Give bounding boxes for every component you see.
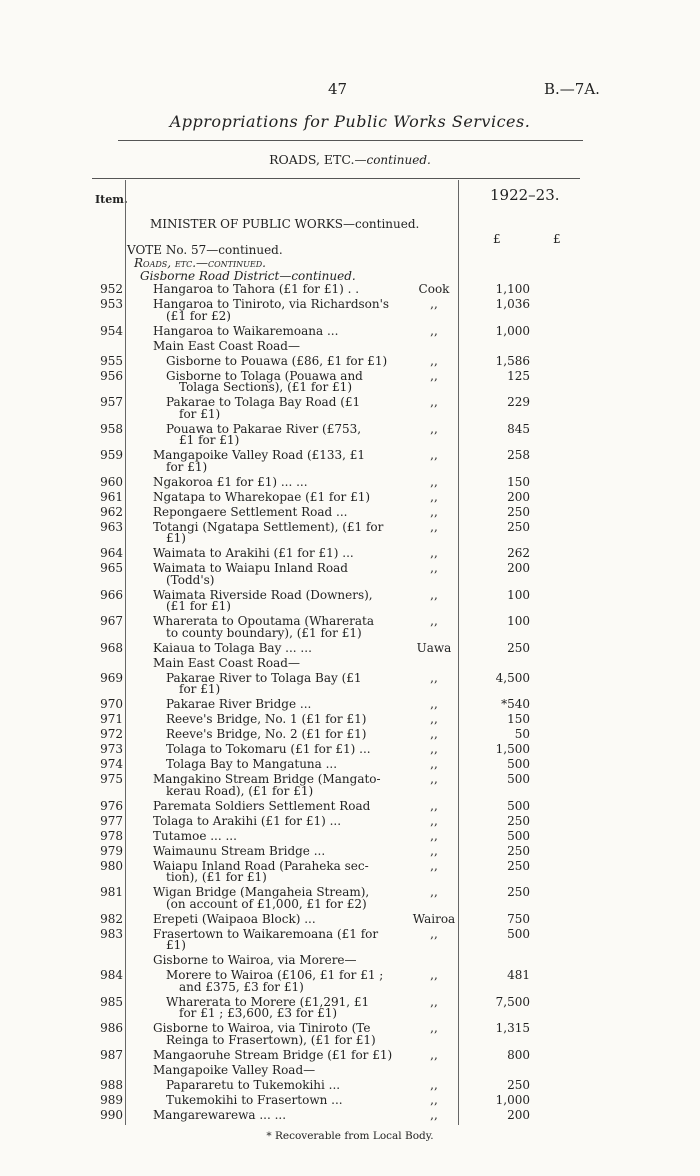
amount-value: 7,500 — [495, 994, 530, 1009]
item-description: to county boundary), (£1 for £1) — [166, 625, 362, 640]
county-name: ,, — [430, 1107, 438, 1122]
county-name: ,, — [430, 813, 438, 828]
county-name: ,, — [430, 858, 438, 873]
item-number: 981 — [100, 885, 123, 899]
amount-value: 200 — [507, 1107, 530, 1122]
amount-value: 500 — [507, 926, 530, 941]
item-description: Wharerata to Opoutama (Wharerata — [153, 614, 374, 628]
item-number: 954 — [100, 323, 123, 338]
county-name: ,, — [430, 448, 438, 462]
item-number: 956 — [100, 368, 123, 383]
item-description: Mangaoruhe Stream Bridge (£1 for £1) — [153, 1047, 393, 1062]
county-name: ,, — [430, 885, 438, 899]
amount-value: 250 — [507, 504, 530, 519]
amount-value: 250 — [507, 885, 530, 899]
item-number: 966 — [100, 587, 123, 602]
item-description: for £1 ; £3,600, £3 for £1) — [179, 1006, 338, 1020]
amount-value: 1,000 — [495, 323, 530, 338]
item-description: Tolaga to Arakihi (£1 for £1) ... — [153, 813, 342, 828]
item-description: for £1) — [166, 459, 208, 474]
item-description: (£1 for £2) — [166, 308, 231, 323]
county-name: ,, — [430, 670, 438, 685]
item-description: (£1 for £1) — [166, 599, 231, 613]
amount-value: 1,586 — [495, 353, 530, 368]
item-description: Tolaga to Tokomaru (£1 for £1) ... — [166, 742, 371, 756]
county-name: ,, — [430, 772, 438, 786]
county-name: ,, — [430, 968, 438, 982]
minister-heading: MINISTER OF PUBLIC WORKS—continued. — [150, 217, 420, 231]
amount-value: 1,036 — [495, 297, 530, 311]
item-description: for £1) — [179, 406, 221, 421]
item-description: Main East Coast Road— — [153, 338, 300, 353]
amount-value: 250 — [507, 640, 530, 655]
amount-value: 125 — [507, 368, 530, 383]
amount-value: 250 — [507, 1077, 530, 1092]
item-description: Gisborne to Wairoa, via Morere— — [153, 953, 357, 967]
item-description: Mangarewarewa ... ... — [153, 1107, 287, 1122]
item-number: 961 — [100, 489, 123, 504]
item-number: 963 — [100, 519, 123, 534]
item-number: 962 — [100, 504, 123, 519]
county-name: ,, — [430, 421, 438, 436]
county-name: ,, — [430, 712, 438, 726]
county-name: ,, — [430, 727, 438, 741]
item-column-rule — [125, 180, 126, 1125]
amount-value: 150 — [507, 712, 530, 726]
amount-value: 500 — [507, 757, 530, 771]
item-number: 979 — [100, 843, 123, 858]
item-description: Tutamoe ... ... — [153, 828, 237, 843]
item-number: 974 — [100, 757, 123, 771]
item-description: Gisborne to Tolaga (Pouawa and — [166, 368, 363, 383]
item-description: Wharerata to Morere (£1,291, £1 — [166, 994, 370, 1009]
item-number: 953 — [100, 297, 123, 311]
item-description: Pakarae River to Tolaga Bay (£1 — [166, 670, 362, 685]
county-name: ,, — [430, 614, 438, 628]
item-number: 960 — [100, 474, 123, 489]
amount-value: 750 — [507, 911, 530, 926]
vote-heading: VOTE No. 57—continued. — [127, 243, 283, 257]
item-description: Repongaere Settlement Road ... — [153, 504, 348, 519]
amount-value: 4,500 — [495, 670, 530, 685]
item-description: (Todd's) — [166, 572, 215, 587]
item-number: 975 — [100, 772, 123, 786]
item-description: Reeve's Bridge, No. 1 (£1 for £1) — [166, 712, 367, 726]
item-number: 988 — [100, 1077, 123, 1092]
amount-value: 500 — [507, 772, 530, 786]
amount-value: 200 — [507, 489, 530, 504]
item-description: Kaiaua to Tolaga Bay ... ... — [153, 640, 312, 655]
item-description: Main East Coast Road— — [153, 655, 300, 670]
item-description: Waimata to Waiapu Inland Road — [153, 561, 348, 575]
amount-value: 250 — [507, 843, 530, 858]
title-rule — [118, 140, 583, 141]
item-description: Mangapoike Valley Road (£133, £1 — [153, 448, 366, 462]
item-description: Pouawa to Pakarae River (£753, — [166, 421, 362, 436]
county-name: ,, — [430, 828, 438, 843]
item-description: Waimaunu Stream Bridge ... — [153, 843, 326, 858]
amount-value: 150 — [507, 474, 530, 489]
item-number: 989 — [100, 1092, 123, 1107]
item-number: 971 — [100, 712, 123, 726]
item-number: 982 — [100, 911, 123, 926]
item-description: £1) — [166, 531, 186, 545]
district-heading: Gisborne Road District—continued. — [140, 269, 356, 283]
county-name: ,, — [430, 926, 438, 941]
item-description: and £375, £3 for £1) — [179, 979, 304, 994]
county-name: ,, — [430, 546, 438, 560]
county-name: Wairoa — [412, 911, 456, 926]
item-number: 964 — [100, 546, 123, 560]
county-name: Uawa — [416, 640, 452, 655]
page-title: Appropriations for Public Works Services. — [169, 112, 531, 131]
item-number: 972 — [100, 727, 123, 741]
item-number: 983 — [100, 926, 123, 941]
county-name: ,, — [430, 353, 438, 368]
item-description: Paremata Soldiers Settlement Road — [153, 798, 371, 813]
item-description: Ngatapa to Wharekopae (£1 for £1) — [153, 489, 371, 504]
item-number: 957 — [100, 395, 123, 409]
county-name: Cook — [418, 282, 450, 296]
item-number: 990 — [100, 1107, 123, 1122]
item-description: Frasertown to Waikaremoana (£1 for — [153, 926, 379, 941]
item-number: 958 — [100, 421, 123, 436]
amount-value: 100 — [507, 614, 530, 628]
amount-value: 1,100 — [495, 282, 530, 296]
item-description: Hangaroa to Tiniroto, via Richardson's — [153, 297, 390, 311]
item-description: Gisborne to Pouawa (£86, £1 for £1) — [166, 353, 388, 368]
county-name: ,, — [430, 1047, 438, 1062]
item-description: Pakarae River Bridge ... — [166, 697, 312, 711]
amount-value: 50 — [514, 727, 530, 741]
item-description: Pakarae to Tolaga Bay Road (£1 — [166, 395, 361, 409]
amount-value: 100 — [507, 587, 530, 602]
section-title: ROADS, ETC.—continued. — [269, 152, 431, 167]
item-number: 984 — [100, 968, 123, 982]
item-description: tion), (£1 for £1) — [166, 870, 267, 884]
county-name: ,, — [430, 474, 438, 489]
county-name: ,, — [430, 323, 438, 338]
amount-value: 500 — [507, 798, 530, 813]
county-name: ,, — [430, 1077, 438, 1092]
amount-value: 258 — [507, 448, 530, 462]
item-description: Reeve's Bridge, No. 2 (£1 for £1) — [166, 727, 367, 741]
amount-value: 1,500 — [495, 742, 530, 756]
item-description: Hangaroa to Tahora (£1 for £1) . . — [153, 282, 360, 296]
item-description: Waimata Riverside Road (Downers), — [153, 587, 373, 602]
item-description: Mangapoike Valley Road— — [153, 1062, 316, 1077]
amount-value: 229 — [507, 395, 530, 409]
amount-value: 250 — [507, 858, 530, 873]
item-description: Gisborne to Wairoa, via Tiniroto (Te — [153, 1021, 371, 1035]
item-description: Wigan Bridge (Mangaheia Stream), — [153, 885, 370, 899]
item-description: Totangi (Ngatapa Settlement), (£1 for — [153, 519, 384, 534]
item-description: £1) — [166, 938, 186, 952]
item-description: Hangaroa to Waikaremoana ... — [153, 323, 339, 338]
item-number: 977 — [100, 813, 123, 828]
item-description: Mangakino Stream Bridge (Mangato- — [153, 772, 381, 786]
item-description: £1 for £1) — [179, 433, 240, 447]
item-description: Waiapu Inland Road (Paraheka sec- — [153, 858, 369, 873]
item-number: 968 — [100, 640, 123, 655]
county-name: ,, — [430, 561, 438, 575]
amount-value: 481 — [507, 968, 530, 982]
county-name: ,, — [430, 489, 438, 504]
footnote: * Recoverable from Local Body. — [266, 1130, 434, 1142]
item-number: 967 — [100, 614, 123, 628]
county-name: ,, — [430, 697, 438, 711]
currency-header-2: £ — [553, 232, 561, 246]
item-number: 965 — [100, 561, 123, 575]
county-name: ,, — [430, 395, 438, 409]
amount-value: 845 — [507, 421, 530, 436]
item-description: kerau Road), (£1 for £1) — [166, 783, 314, 798]
amount-value: *540 — [501, 697, 530, 711]
county-name: ,, — [430, 994, 438, 1009]
item-number: 978 — [100, 828, 123, 843]
item-description: Erepeti (Waipaoa Block) ... — [153, 911, 316, 926]
county-name: ,, — [430, 587, 438, 602]
item-number: 976 — [100, 798, 123, 813]
item-number: 970 — [100, 697, 123, 711]
county-name: ,, — [430, 519, 438, 534]
county-name: ,, — [430, 757, 438, 771]
item-description: Waimata to Arakihi (£1 for £1) ... — [153, 546, 354, 560]
county-name: ,, — [430, 504, 438, 519]
amount-value: 262 — [507, 546, 530, 560]
item-description: (on account of £1,000, £1 for £2) — [166, 896, 367, 911]
item-description: Tukemokihi to Frasertown ... — [166, 1092, 343, 1107]
amount-value: 250 — [507, 519, 530, 534]
county-name: ,, — [430, 368, 438, 383]
item-number: 969 — [100, 670, 123, 685]
county-name: ,, — [430, 297, 438, 311]
amount-value: 800 — [507, 1047, 530, 1062]
amount-value: 200 — [507, 561, 530, 575]
item-number: 973 — [100, 742, 123, 756]
page-number: 47 — [328, 80, 348, 98]
currency-header-1: £ — [493, 232, 501, 246]
amount-value: 250 — [507, 813, 530, 828]
item-number: 955 — [100, 353, 123, 368]
item-description: for £1) — [179, 682, 221, 696]
item-number: 980 — [100, 858, 123, 873]
item-description: Papararetu to Tukemokihi ... — [166, 1077, 341, 1092]
item-number: 985 — [100, 994, 123, 1009]
county-name: ,, — [430, 843, 438, 858]
item-description: Ngakoroa £1 for £1) ... ... — [153, 474, 308, 489]
amount-value: 1,000 — [495, 1092, 530, 1107]
amount-value: 1,315 — [495, 1021, 530, 1035]
county-name: ,, — [430, 798, 438, 813]
item-description: Tolaga Sections), (£1 for £1) — [179, 380, 352, 394]
item-number: 959 — [100, 448, 123, 462]
year-column-header: 1922–23. — [490, 186, 560, 204]
county-name: ,, — [430, 1021, 438, 1035]
item-number: 987 — [100, 1047, 123, 1062]
county-name: ,, — [430, 1092, 438, 1107]
table-top-rule — [92, 178, 580, 179]
item-description: Reinga to Frasertown), (£1 for £1) — [166, 1032, 376, 1047]
roads-heading: Roads, etc.—continued. — [134, 256, 266, 270]
item-column-header: Item. — [95, 193, 128, 206]
item-number: 952 — [100, 282, 123, 296]
county-name: ,, — [430, 742, 438, 756]
document-reference: B.—7A. — [544, 80, 600, 98]
item-number: 986 — [100, 1021, 123, 1035]
amount-value: 500 — [507, 828, 530, 843]
item-description: Tolaga Bay to Mangatuna ... — [166, 757, 338, 771]
item-description: Morere to Wairoa (£106, £1 for £1 ; — [166, 968, 384, 982]
